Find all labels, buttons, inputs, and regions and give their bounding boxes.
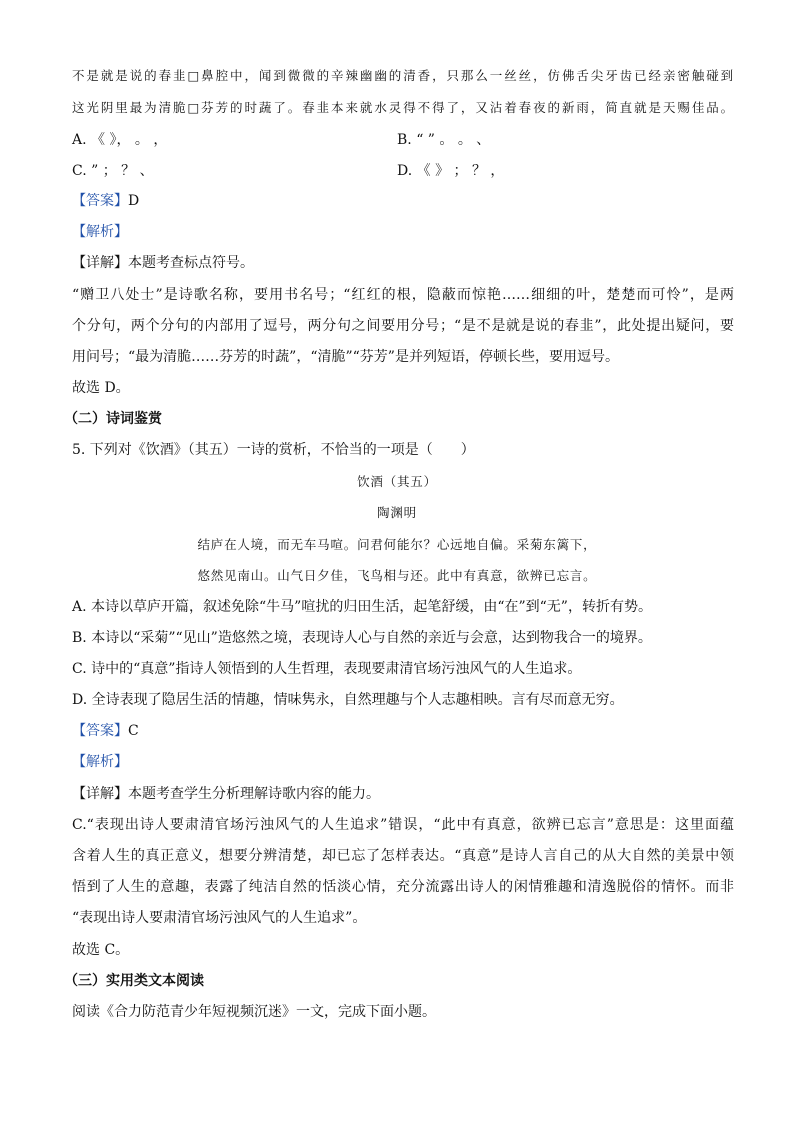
question-stem: 5. 下列对《饮酒》（其五）一诗的赏析，不恰当的一项是（ ） — [72, 442, 475, 458]
answer-value: C — [128, 723, 139, 739]
option-d: D. 《 》 ； ？ ， — [397, 163, 505, 179]
detail-line: 个分句，两个分句的内部用了逗号，两分句之间要用分号；“是不是就是说的春韭”，此处提出疑问，要 — [72, 318, 734, 334]
answer-tag: 【答案】 — [72, 193, 128, 209]
section-title: （三）实用类文本阅读 — [64, 973, 204, 989]
detail-line: “赠卫八处士”是诗歌名称，要用书名号；“红红的根，隐蔽而惊艳……细细的叶，楚楚而可怜”，是两 — [72, 287, 734, 303]
poem-author: 陶渊明 — [377, 505, 417, 520]
section-intro: 阅读《合力防范青少年短视频沉迷》一文，完成下面小题。 — [72, 1004, 436, 1020]
detail-line: C.“表现出诗人要肃清官场污浊风气的人生追求”错误，“此中有真意，欲辨已忘言”意思是：这里面蕴 — [72, 817, 734, 833]
passage-line: 这光阴里最为清脆□芬芳的时蔬了。春韭本来就水灵得不得了，又沾着春夜的新雨，简直就是天赐佳品。 — [72, 100, 734, 115]
detail-tag: 【详解】 — [72, 255, 128, 271]
answer-tag: 【答案】 — [72, 723, 128, 739]
option-b: B. “ ” 。 。 、 — [397, 132, 491, 148]
poem-title: 饮酒（其五） — [357, 474, 437, 489]
detail-line — [72, 253, 734, 273]
option-b: B. 本诗以“采菊”“见山”造悠然之境，表现诗人心与自然的亲近与会意，达到物我合一的境界。 — [72, 630, 652, 646]
option-a: A. 《 》， 。 ， — [72, 132, 168, 148]
detail-line: 悟到了人生的意趣，表露了纯洁自然的恬淡心情，充分流露出诗人的闲情雅趣和清逸脱俗的情怀。而非 — [72, 879, 734, 895]
poem-line: 结庐在人境，而无车马喧。问君何能尔？心远地自偏。采菊东篱下， — [197, 537, 597, 552]
detail-text: 本题考查标点符号。 — [128, 255, 254, 271]
option-c: C. 诗中的“真意”指诗人领悟到的人生哲理，表现要肃清官场污浊风气的人生追求。 — [72, 661, 582, 677]
conclusion: 故选 C。 — [72, 942, 130, 958]
answer-line — [72, 191, 734, 211]
option-c: C. ” ； ？ 、 — [72, 163, 154, 179]
option-d: D. 全诗表现了隐居生活的情趣，情味隽永，自然理趣与个人志趣相映。言有尽而意无穷。 — [72, 692, 624, 708]
detail-line: 用问号；“最为清脆……芬芳的时蔬”，“清脆”“芬芳”是并列短语，停顿长些，要用逗号。 — [72, 349, 619, 365]
detail-line — [72, 784, 734, 804]
answer-line — [72, 721, 734, 741]
detail-line: “表现出诗人要肃清官场污浊风气的人生追求”。 — [72, 910, 367, 926]
answer-value: D — [128, 193, 140, 209]
analysis-tag: 【解析】 — [72, 224, 128, 240]
poem-line: 悠然见南山。山气日夕佳，飞鸟相与还。此中有真意，欲辨已忘言。 — [197, 568, 597, 583]
detail-line: 含着人生的真正意义，想要分辨清楚，却已忘了怎样表达。“真意”是诗人言自己的从大自然的美景中领 — [72, 848, 734, 864]
passage-line: 不是就是说的春韭□鼻腔中，闻到微微的辛辣幽幽的清香，只那么一丝丝，仿佛舌尖牙齿已经亲密触碰到 — [72, 68, 734, 83]
conclusion: 故选 D。 — [72, 380, 130, 396]
detail-tag: 【详解】 — [72, 786, 128, 802]
analysis-tag: 【解析】 — [72, 754, 128, 770]
section-title: （二）诗词鉴赏 — [64, 411, 162, 427]
option-a: A. 本诗以草庐开篇，叙述免除“牛马”喧扰的归田生活，起笔舒缓，由“在”到“无”，转折有势。 — [72, 599, 652, 615]
detail-text: 本题考查学生分析理解诗歌内容的能力。 — [128, 786, 380, 802]
